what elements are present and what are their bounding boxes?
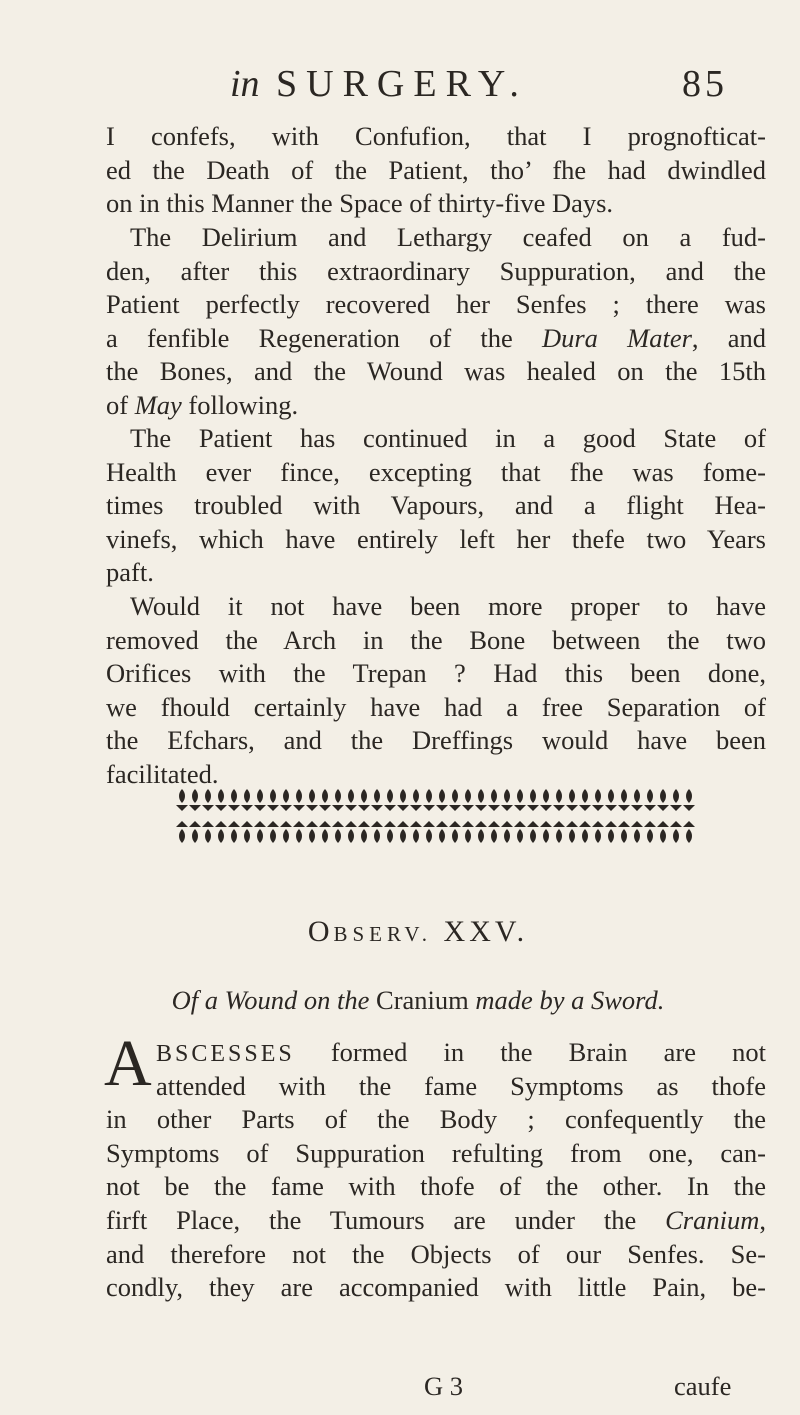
text-line: Orifices with the Trepan ? Had this been done, [106, 658, 766, 689]
text-line: in other Parts of the Body ; confequently the [106, 1104, 766, 1135]
text-line: on in this Manner the Space of thirty-five Days. [106, 188, 614, 219]
text-line: condly, they are accompanied with little Pain, be- [106, 1272, 766, 1303]
paragraph-1 [106, 120, 766, 221]
page-number: 85 [682, 63, 728, 105]
heading-smallcaps: BSERV. [333, 922, 433, 946]
text-line: and therefore not the Objects of our Senfes. Se- [106, 1238, 766, 1269]
text-line: attended with the fame Symptoms as thofe [156, 1070, 766, 1101]
italic-term: May [134, 389, 182, 420]
running-header [0, 62, 800, 108]
text-line: paft. [106, 557, 154, 588]
text-line [106, 389, 766, 423]
text-line: I confefs, with Confufion, that I prognofticat- [106, 121, 766, 151]
text-line: facilitated. [106, 758, 219, 789]
page-footer [0, 1371, 800, 1405]
text-line: ed the Death of the Patient, tho’ fhe had dwindled [106, 154, 766, 185]
text-line: Symptoms of Suppuration refulting from one, can- [106, 1137, 766, 1168]
text-line: Would it not have been more proper to have [130, 591, 766, 621]
text-run: following. [181, 389, 299, 420]
text-line: The Delirium and Lethargy ceafed on a fud- [130, 222, 766, 252]
paragraph-3 [106, 422, 766, 590]
text-line: removed the Arch in the Bone between the two [106, 624, 766, 655]
subtitle-italic: made by a Sword. [475, 985, 665, 1015]
text-line: Health ever fince, excepting that fhe was fome- [106, 456, 766, 487]
text-line: Patient perfectly recovered her Senfes ; there was [106, 289, 766, 320]
text-line: The Patient has continued in a good State of [130, 423, 766, 453]
text-line: not be the fame with thofe of the other. In the [106, 1171, 766, 1202]
observation-subtitle [0, 985, 800, 1016]
observation-heading [0, 915, 800, 949]
text-run: firft Place, the Tumours are under the [106, 1204, 666, 1235]
text-line [106, 322, 766, 356]
ornament-row-top [176, 789, 695, 811]
subtitle-italic: Of a Wound on the [171, 985, 370, 1015]
text-line [106, 1204, 766, 1238]
text-line: den, after this extraordinary Suppuration, and the [106, 255, 766, 286]
printers-ornament-band [176, 783, 704, 851]
observation-number: XXV. [443, 915, 529, 948]
heading-initial: O [307, 915, 334, 948]
header-title: SURGERY. [276, 63, 528, 105]
text-run: , [759, 1204, 766, 1235]
header-prefix: in [230, 63, 260, 105]
subtitle-roman: Cranium [376, 985, 469, 1015]
drop-cap: A [104, 1027, 152, 1100]
text-line: the Bones, and the Wound was healed on the 15th [106, 356, 766, 387]
italic-term: Cranium [665, 1204, 760, 1235]
text-run: , and [691, 322, 767, 353]
ornament-row-bottom [176, 821, 695, 843]
text-run: a fenfible Regeneration of the [106, 322, 542, 353]
opening-smallcaps: BSCESSES [156, 1041, 295, 1067]
paragraph-4 [106, 590, 766, 792]
text-run: of [106, 389, 135, 420]
text-line: we fhould certainly have had a free Separation of [106, 691, 766, 722]
signature-mark: G 3 [424, 1371, 464, 1401]
text-line: vinefs, which have entirely left her thefe two Years [106, 523, 766, 554]
paragraph-2 [106, 221, 766, 423]
italic-term: Dura Mater [541, 322, 692, 353]
text-line: times troubled with Vapours, and a flight Hea- [106, 490, 766, 521]
text-line: the Efchars, and the Dreffings would have been [106, 725, 766, 756]
text-run: formed in the Brain are not [294, 1037, 766, 1067]
catchword: caufe [674, 1371, 732, 1401]
text-line [106, 1036, 766, 1070]
paragraph-5 [106, 1036, 766, 1305]
